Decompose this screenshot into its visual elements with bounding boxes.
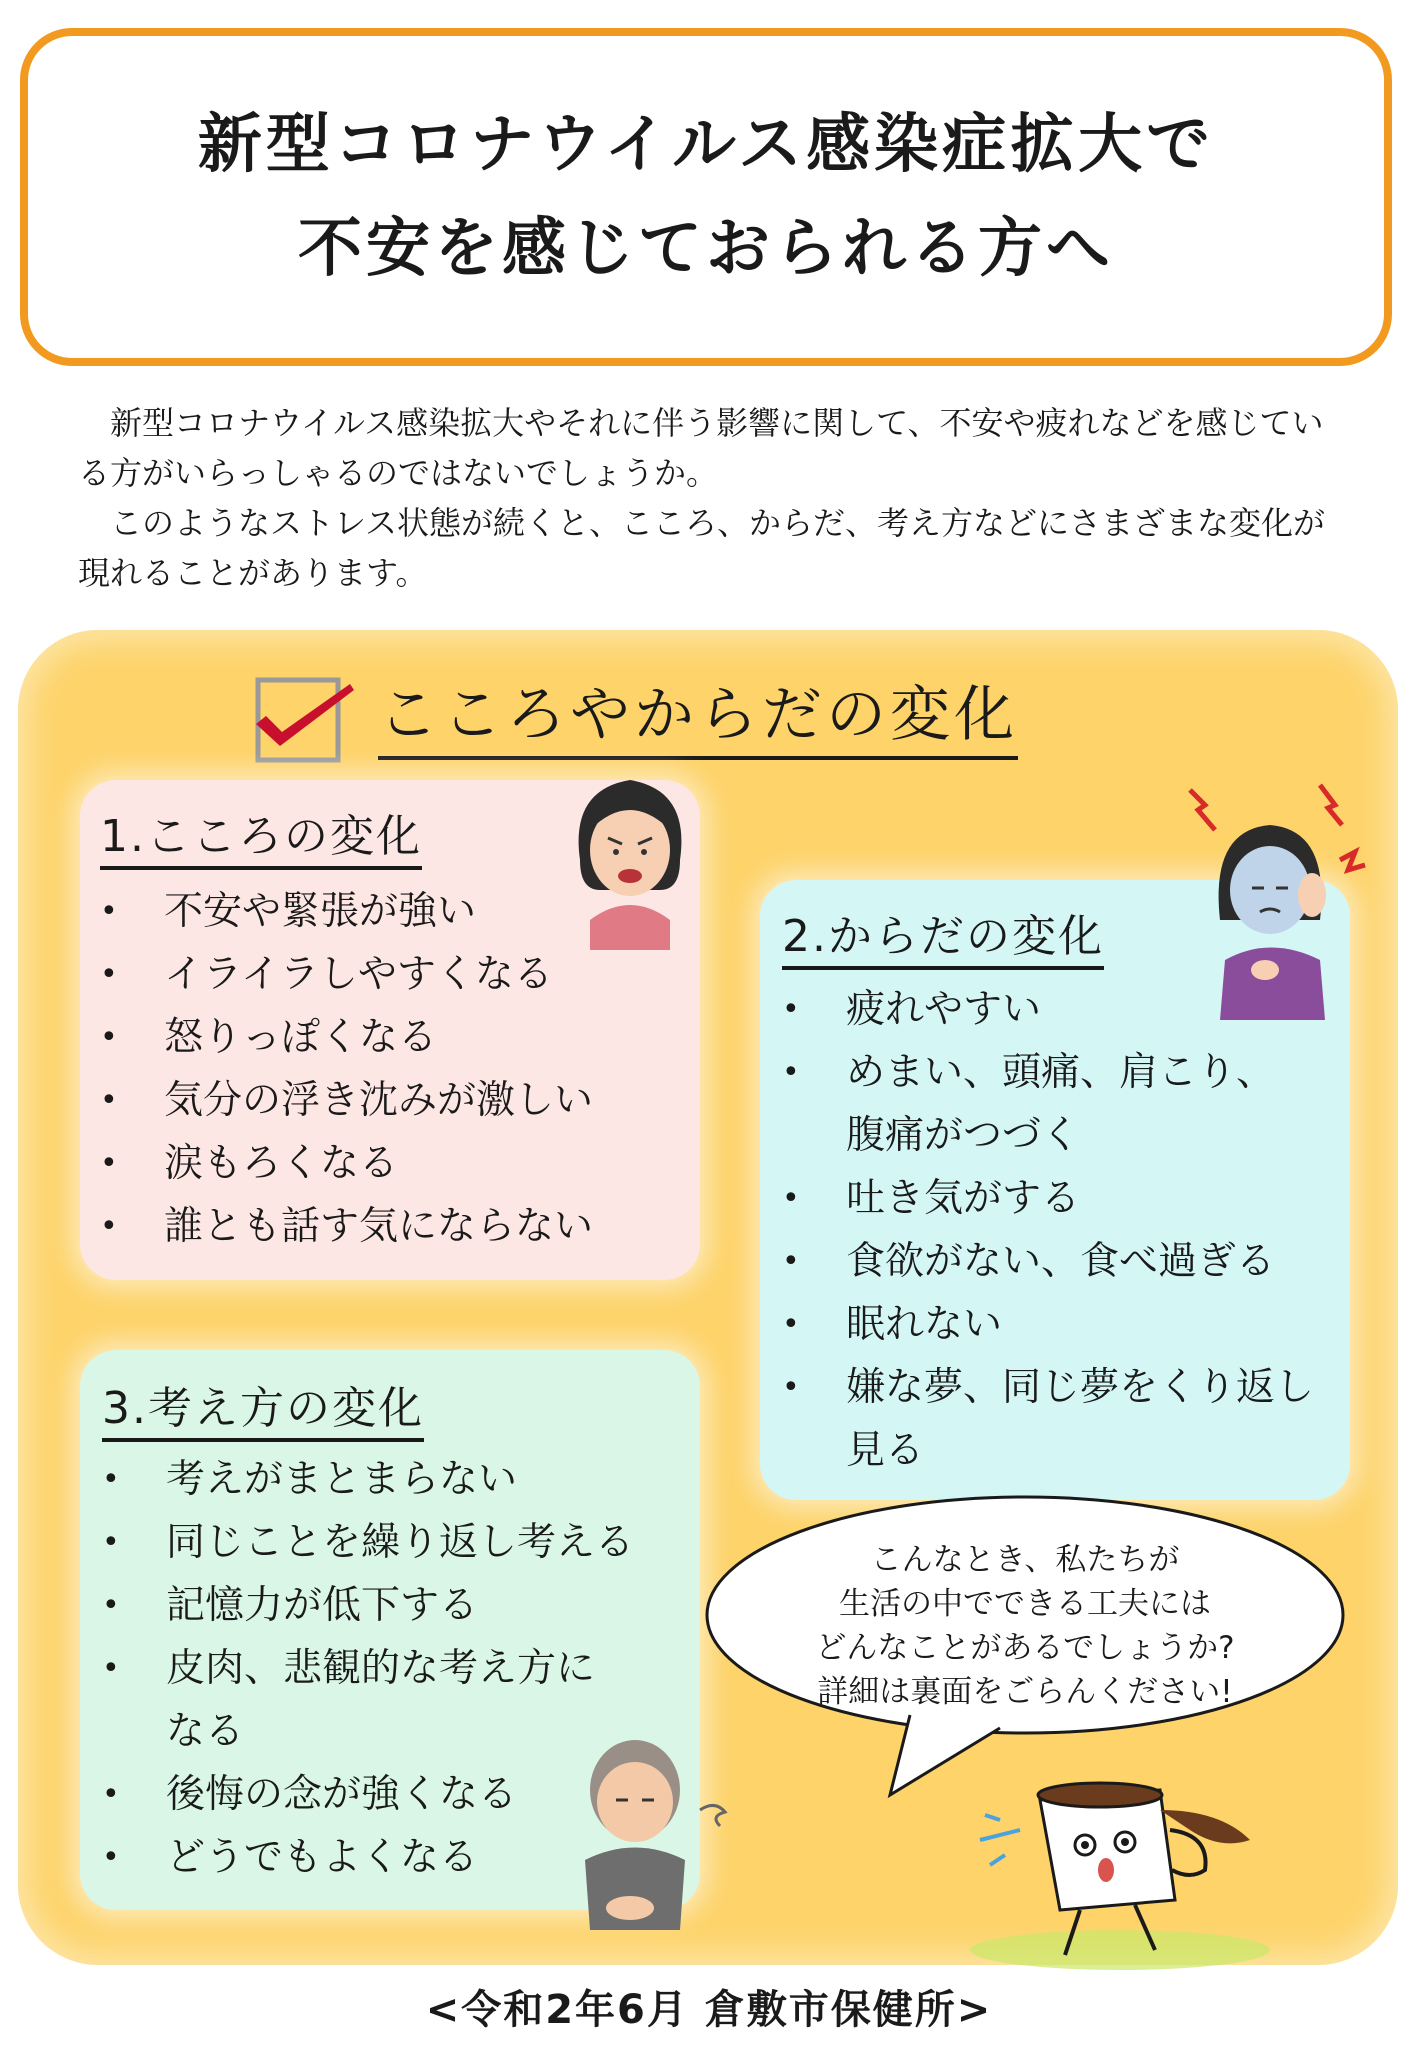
bullet: •	[102, 1777, 120, 1812]
list-item: • 吐き気がする	[782, 1167, 1314, 1230]
bullet: •	[102, 1588, 120, 1623]
list-item: なる	[166, 1709, 245, 1754]
body-changes-title: 2.からだの変化	[782, 910, 1104, 970]
list-item: • 食欲がない、食べ過ぎる	[782, 1230, 1314, 1293]
title-line-1: 新型コロナウイルス感染症拡大で	[197, 108, 1215, 182]
list-item: • 後悔の念が強くなる	[102, 1763, 634, 1826]
bullet: •	[102, 1651, 120, 1686]
bullet: •	[102, 1840, 120, 1875]
list-item: • 怒りっぽくなる	[100, 1006, 593, 1069]
list-item: • 同じことを繰り返し考える	[102, 1511, 634, 1574]
bullet: •	[100, 1146, 118, 1181]
list-item: • イライラしやすくなる	[100, 943, 593, 1006]
title-box	[20, 28, 1392, 366]
list-item: • 誰とも話す気にならない	[100, 1195, 593, 1258]
checkmark-icon	[250, 672, 360, 772]
heart-changes-title: 1.こころの変化	[100, 810, 422, 870]
list-item: • 疲れやすい	[782, 978, 1314, 1041]
list-item: 見る	[846, 1428, 925, 1473]
sick-woman-illustration	[1170, 770, 1370, 1020]
list-item: • 嫌な夢、同じ夢をくり返し	[782, 1356, 1314, 1419]
bullet: •	[102, 1462, 120, 1497]
bullet: •	[100, 1209, 118, 1244]
list-item: • 不安や緊張が強い	[100, 880, 593, 943]
bullet: •	[782, 1055, 800, 1090]
bullet: •	[782, 1307, 800, 1342]
bullet: •	[782, 1370, 800, 1405]
list-item: • 涙もろくなる	[100, 1132, 593, 1195]
list-item: • 考えがまとまらない	[102, 1448, 634, 1511]
bullet: •	[100, 957, 118, 992]
bullet: •	[782, 992, 800, 1027]
intro-paragraph-1: 新型コロナウイルス感染拡大やそれに伴う影響に関して、不安や疲れなどを感じている方がいらっしゃるのではないでしょうか。	[78, 404, 1324, 492]
thinking-changes-list	[102, 1448, 634, 1889]
bullet: •	[100, 1083, 118, 1118]
bullet: •	[782, 1244, 800, 1279]
footer: <令和2年6月 倉敷市保健所>	[425, 1987, 993, 2033]
heart-changes-list	[100, 880, 593, 1258]
bullet: •	[100, 894, 118, 929]
bullet: •	[102, 1525, 120, 1560]
title-line-2: 不安を感じておられる方へ	[298, 212, 1114, 286]
section-title: こころやからだの変化	[378, 680, 1018, 760]
bullet: •	[782, 1181, 800, 1216]
list-item: • 気分の浮き沈みが激しい	[100, 1069, 593, 1132]
intro-text	[78, 398, 1340, 598]
cup-mascot-illustration	[960, 1770, 1320, 1970]
bullet: •	[100, 1020, 118, 1055]
list-item: 腹痛がつづく	[846, 1113, 1081, 1158]
list-item: • 眠れない	[782, 1293, 1314, 1356]
speech-bubble-text: こんなとき、私たちが 生活の中でできる工夫には どんなことがあるでしょうか? 詳細は裏面をごらんください!	[815, 1542, 1235, 1710]
angry-woman-illustration	[560, 760, 700, 950]
intro-paragraph-2: このようなストレス状態が続くと、こころ、からだ、考え方などにさまざまな変化が現れることがあります。	[78, 504, 1326, 592]
list-item: • 記憶力が低下する	[102, 1574, 634, 1637]
list-item: • 皮肉、悲観的な考え方に	[102, 1637, 634, 1700]
list-item: • どうでもよくなる	[102, 1826, 634, 1889]
list-item: • めまい、頭痛、肩こり、	[782, 1041, 1314, 1104]
thinking-changes-title: 3.考え方の変化	[102, 1382, 424, 1442]
body-changes-list	[782, 978, 1314, 1482]
